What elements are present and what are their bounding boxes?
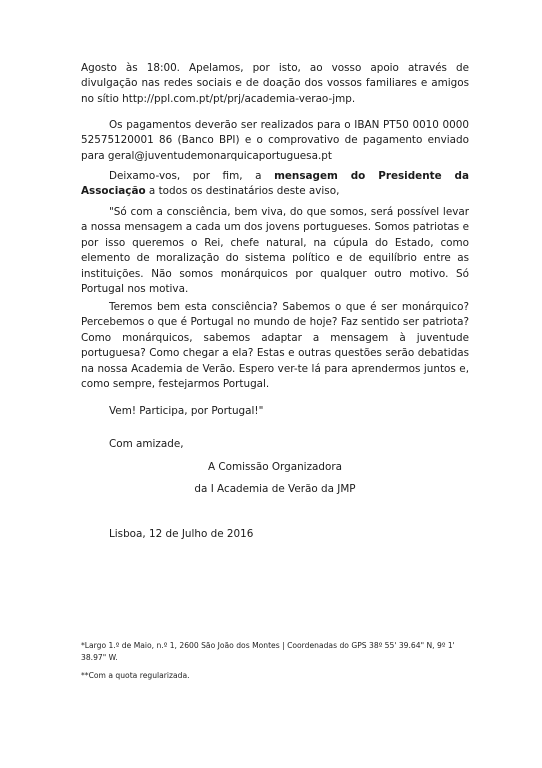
footnote-membership: **Com a quota regularizada. — [81, 671, 190, 680]
signature-line-1: A Comissão Organizadora — [207, 461, 342, 473]
signature-line-2: da I Academia de Verão da JMP — [194, 483, 356, 495]
paragraph-donation-appeal — [81, 61, 469, 107]
intro-text-bold: mensagem do Presidente da Associação — [81, 170, 469, 198]
paragraph-donation-appeal-text: Agosto às 18:00. Apelamos, por isto, ao vosso apoio através de divulgação nas redes sociais e de doação dos vossos familiares e amigos no sítio http://ppl.com.pt/pt/prj/academia-verao-jmp. — [81, 62, 469, 105]
quote-part1-text: "Só com a consciência, bem viva, do que somos, será possível levar a nossa mensagem a cada um dos jovens portugueses. Somos patriotas e por isso queremos o Rei, chefe natural, na cúpula do Estado, como elemento de moralização do sistema político e de equilíbrio entre as instituições. Não somos monárquicos por qualquer outro motivo. Só Portugal nos motiva. — [81, 206, 469, 296]
paragraph-quote-part1 — [81, 205, 469, 297]
place-and-date: Lisboa, 12 de Julho de 2016 — [109, 528, 254, 540]
intro-text-end: a todos os destinatários deste aviso, — [145, 185, 340, 198]
closing-salutation: Com amizade, — [109, 438, 184, 450]
paragraph-payment-info-text: Os pagamentos deverão ser realizados para o IBAN PT50 0010 0000 52575120001 86 (Banco BPI) e o comprovativo de pagamento enviado para geral@juventudemonarquicaportuguesa.pt — [81, 119, 469, 162]
quote-part2-text: Teremos bem esta consciência? Sabemos o que é ser monárquico? Percebemos o que é Portugal no mundo de hoje? Faz sentido ser patriota? Como monárquicos, sabemos adaptar a mensagem à juventude portuguesa? Como chegar a ela? Estas e outras questões serão debatidas na nossa Academia de Verão. Espero ver-te lá para aprendermos juntos e, como sempre, festejarmos Portugal. — [81, 301, 469, 391]
paragraph-quote-part2 — [81, 300, 469, 392]
quote-closing-line: Vem! Participa, por Portugal!" — [109, 405, 264, 417]
footnote-address: *Largo 1.º de Maio, n.º 1, 2600 São João dos Montes | Coordenadas do GPS 38º 55' 39.64" N, 9º 1' 38.97" W. — [81, 641, 455, 662]
intro-text-start: Deixamo-vos, por fim, a — [109, 170, 275, 182]
paragraph-president-intro — [81, 169, 469, 200]
paragraph-payment-info — [81, 118, 469, 164]
